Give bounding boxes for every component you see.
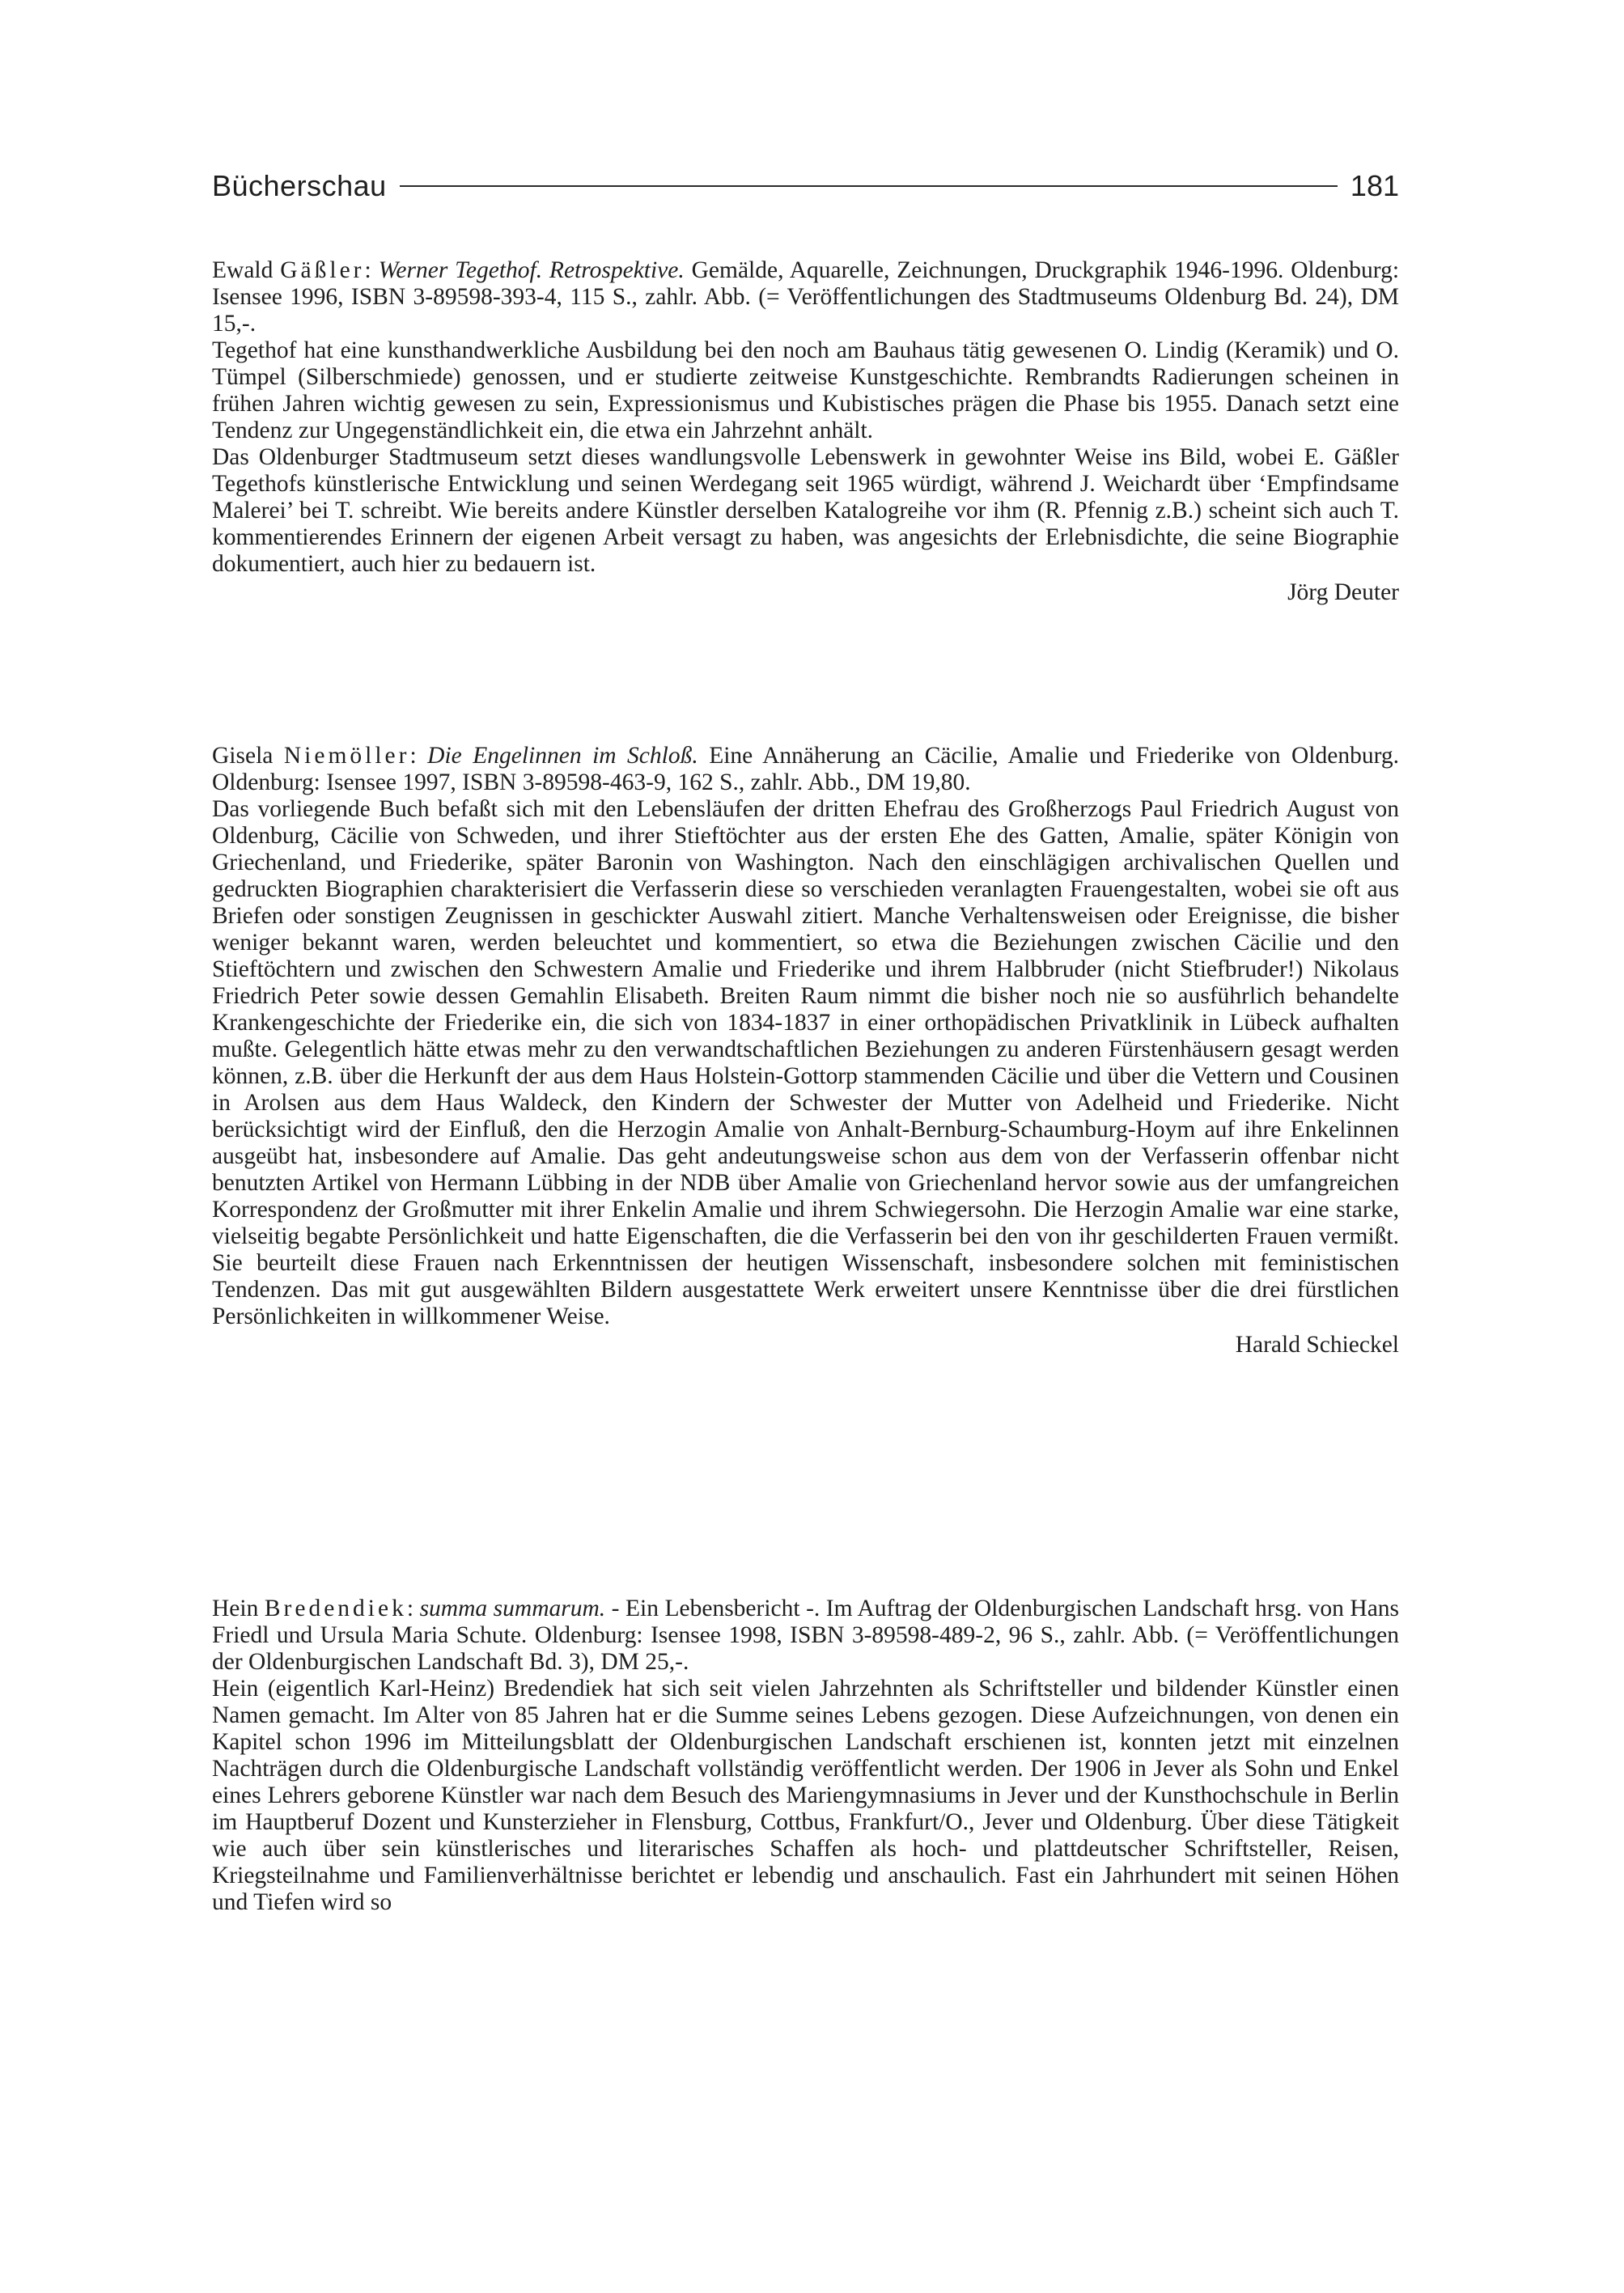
header-rule — [400, 185, 1338, 187]
page-header — [212, 162, 1399, 210]
author-last-name: Niemöller — [283, 743, 410, 769]
review-paragraph: Das Oldenburger Stadtmuseum setzt dieses wandlungsvolle Lebenswerk in gewohnter Weise ins Bild, wobei E. Gäßler Tegethofs künstlerische Entwicklung und seinen Werdegang seit 1965 würdigt, während J. Weichardt über ‘Empfindsame Malerei’ bei T. schreibt. Wie bereits andere Künstler derselben Katalogreihe vor ihm (R. Pfennig z.B.) scheint sich auch T. kommentierendes Erinnern der eigenen Arbeit versagt zu haben, was angesichts der Erlebnisdichte, die seine Biographie dokumentiert, auch hier zu bedauern ist. — [212, 444, 1399, 577]
author-last-name: Bredendiek — [264, 1596, 407, 1621]
citation-separator: : — [364, 257, 379, 283]
citation-details: Gemälde, Aquarelle, Zeichnungen, Druckgraphik 1946-1996. Oldenburg: Isensee 1996, ISBN 3-89598-393-4, 115 S., zahlr. Abb. (= Veröffentlichungen des Stadtmuseums Oldenburg Bd. 24), DM 15,-. — [212, 257, 1400, 337]
author-last-name: Gäßler — [280, 257, 365, 283]
review-citation — [212, 257, 1399, 337]
citation-details: - Ein Lebensbericht -. Im Auftrag der Oldenburgischen Landschaft hrsg. von Hans Friedl und Ursula Maria Schute. Oldenburg: Isensee 1998, ISBN 3-89598-489-2, 96 S., zahlr. Abb. (= Veröffentlichungen der Oldenburgischen Landschaft Bd. 3), DM 25,-. — [212, 1596, 1400, 1675]
review-paragraph: Hein (eigentlich Karl-Heinz) Bredendiek hat sich seit vielen Jahrzehnten als Schriftsteller und bildender Künstler einen Namen gemacht. Im Alter von 85 Jahren hat er die Summe seines Lebens gezogen. Diese Aufzeichnungen, von denen ein Kapitel schon 1996 im Mitteilungsblatt der Oldenburgischen Landschaft erschienen ist, konnten jetzt mit einzelnen Nachträgen durch die Oldenburgische Landschaft vollständig veröffentlicht werden. Der 1906 in Jever als Sohn und Enkel eines Lehrers geborene Künstler war nach dem Besuch des Mariengymnasiums in Jever und der Kunsthochschule in Berlin im Hauptberuf Dozent und Kunsterzieher in Flensburg, Cottbus, Frankfurt/O., Jever und Oldenburg. Über diese Tätigkeit wie auch über sein künstlerisches und literarisches Schaffen als hoch- und plattdeutscher Schriftsteller, Reisen, Kriegsteilnahme und Familienverhältnisse berichtet er lebendig und anschaulich. Fast ein Jahrhundert mit seinen Höhen und Tiefen wird so — [212, 1676, 1399, 1915]
citation-separator: : — [406, 1596, 420, 1621]
review-niemoeller — [212, 743, 1399, 1358]
review-citation — [212, 743, 1399, 796]
review-citation — [212, 1596, 1399, 1676]
review-paragraph: Das vorliegende Buch befaßt sich mit den Lebensläufen der dritten Ehefrau des Großherzogs Paul Friedrich August von Oldenburg, Cäcilie von Schweden, und ihrer Stieftöchter aus der ersten Ehe des Gatten, Amalie, später Königin von Griechenland, und Friederike, später Baronin von Washington. Nach den einschlägigen archivalischen Quellen und gedruckten Biographien charakterisiert die Verfasserin diese so verschieden veranlagten Frauengestalten, wobei sie oft aus Briefen oder sonstigen Zeugnissen in geschickter Auswahl zitiert. Manche Verhaltensweisen oder Ereignisse, die bisher weniger bekannt waren, werden beleuchtet und kommentiert, so etwa die Beziehungen zwischen Cäcilie und den Stieftöchtern und zwischen den Schwestern Amalie und Friederike und ihrem Halbbruder (nicht Stiefbruder!) Nikolaus Friedrich Peter sowie dessen Gemahlin Elisabeth. Breiten Raum nimmt die bisher noch nie so ausführlich behandelte Krankengeschichte der Friederike ein, die sich von 1834-1837 in einer orthopädischen Privatklinik in Lübeck aufhalten mußte. Gelegentlich hätte etwas mehr zu den verwandtschaftlichen Beziehungen zu anderen Fürstenhäusern gesagt werden können, z.B. über die Herkunft der aus dem Haus Holstein-Gottorp stammenden Cäcilie und über die Vettern und Cousinen in Arolsen aus dem Haus Waldeck, den Kindern der Schwester der Mutter von Adelheid und Friederike. Nicht berücksichtigt wird der Einfluß, den die Herzogin Amalie von Anhalt-Bernburg-Schaumburg-Hoym auf ihre Enkelinnen ausgeübt hat, insbesondere auf Amalie. Das geht andeutungsweise schon aus dem von der Verfasserin offenbar nicht benutzten Artikel von Hermann Lübbing in der NDB über Amalie von Griechenland hervor sowie aus der umfangreichen Korrespondenz der Großmutter mit ihrer Enkelin Amalie und ihrem Schwiegersohn. Die Herzogin Amalie war eine starke, vielseitig begabte Persönlichkeit und hatte Eigenschaften, die die Verfasserin bei den von ihr geschilderten Frauen vermißt. Sie beurteilt diese Frauen nach Erkenntnissen der heutigen Wissenschaft, insbesondere solchen mit feministischen Tendenzen. Das mit gut ausgewählten Bildern ausgestattete Werk erweitert unsere Kenntnisse über die drei fürstlichen Persönlichkeiten in willkommener Weise. — [212, 796, 1399, 1329]
reviewer-signature: Jörg Deuter — [1287, 579, 1399, 605]
citation-separator: : — [409, 743, 428, 769]
author-first-name: Ewald — [212, 257, 273, 283]
author-first-name: Gisela — [212, 743, 273, 769]
author-first-name: Hein — [212, 1596, 259, 1621]
reviewer-signature: Harald Schieckel — [1235, 1332, 1399, 1358]
citation-details: Eine Annäherung an Cäcilie, Amalie und Friederike von Oldenburg. Oldenburg: Isensee 1997, ISBN 3-89598-463-9, 162 S., zahlr. Abb., DM 19,80. — [212, 743, 1400, 795]
review-bredendiek — [212, 1596, 1399, 1916]
book-title: summa summarum. — [419, 1596, 606, 1621]
book-title: Die Engelinnen im Schloß. — [427, 743, 698, 769]
book-title: Werner Tegethof. Retrospektive. — [378, 257, 685, 283]
review-paragraph: Tegethof hat eine kunsthandwerkliche Ausbildung bei den noch am Bauhaus tätig gewesenen O. Lindig (Keramik) und O. Tümpel (Silberschmiede) genossen, und er studierte zeitweise Kunstgeschichte. Rembrandts Radierungen scheinen in frühen Jahren wichtig gewesen zu sein, Expressionismus und Kubistisches prägen die Phase bis 1955. Danach setzt eine Tendenz zur Ungegenständlichkeit ein, die etwa ein Jahrzehnt anhält. — [212, 337, 1399, 443]
review-gaessler — [212, 257, 1399, 606]
running-head-title: Bücherschau — [212, 169, 387, 202]
page-number: 181 — [1350, 169, 1399, 202]
